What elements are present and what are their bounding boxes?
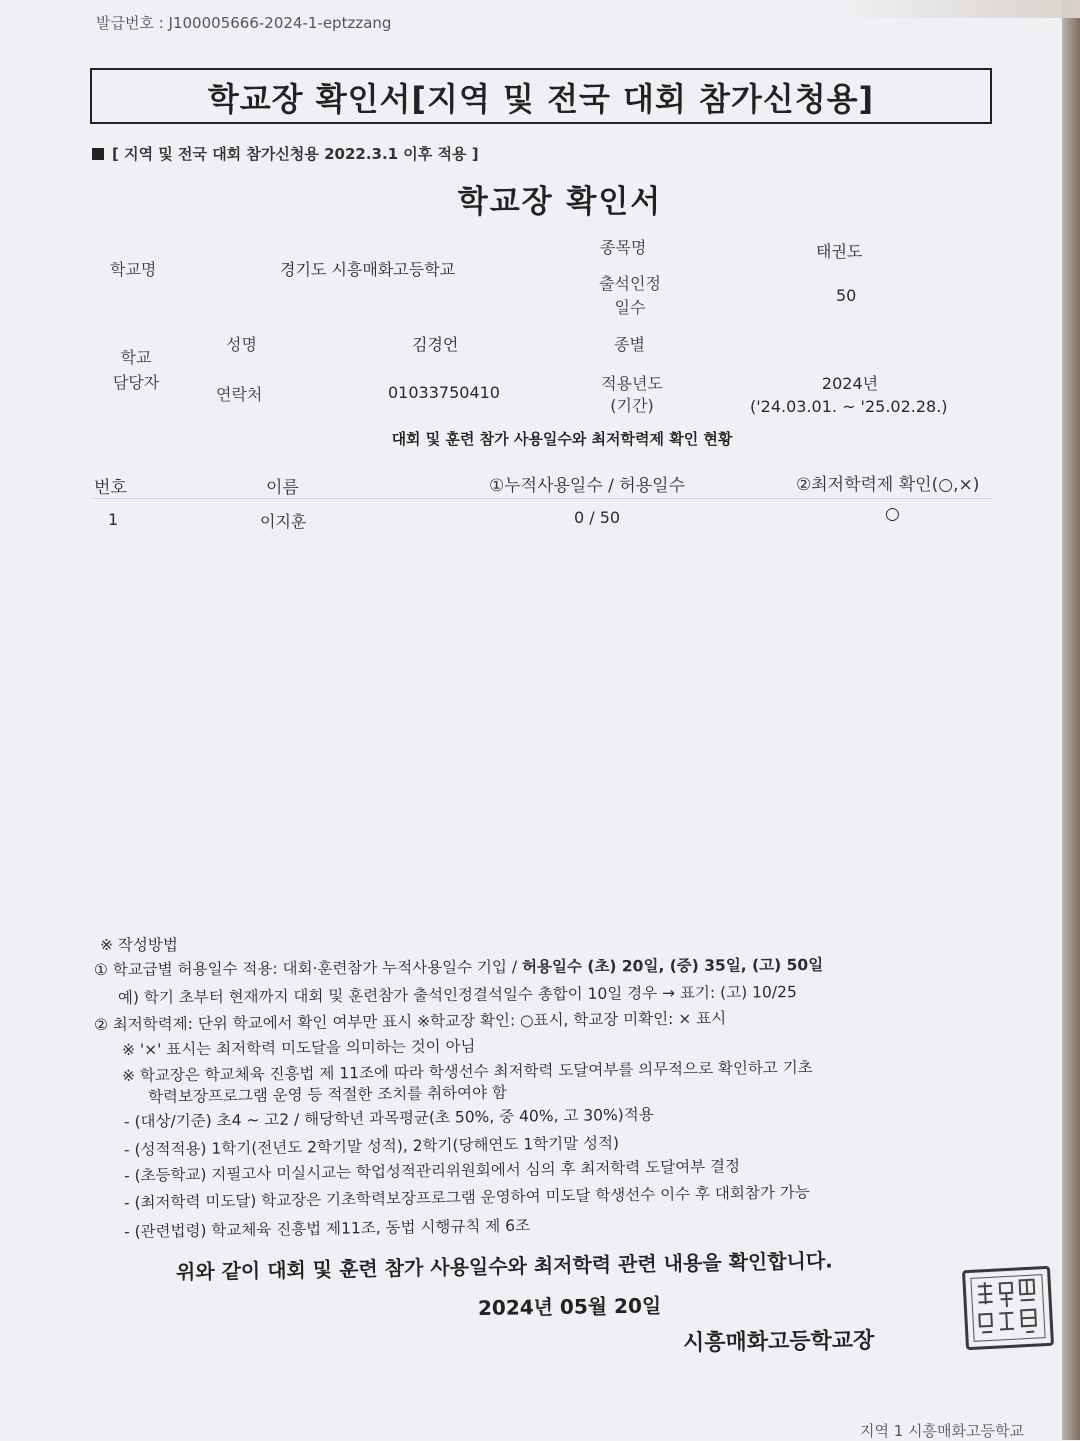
notes-line-7: - (대상/기준) 초4 ~ 고2 / 해당학년 과목평균(초 50%, 중 40%, 고 30%)적용 (123, 1105, 654, 1131)
issue-date: 2024년 05월 20일 (477, 1293, 662, 1320)
main-title: 학교장 확인서 (457, 184, 663, 220)
notes-line-1b: 허용일수 (초) 20일, (중) 35일, (고) 50일 (521, 955, 824, 977)
notes-line-6: 학력보장프로그램 운영 등 적절한 조치를 취하여야 함 (147, 1083, 508, 1106)
notes-line-5: ※ 학교장은 학교체육 진흥법 제 11조에 따라 학생선수 최저학력 도달여부를 의무적으로 확인하고 기초 (121, 1058, 813, 1085)
table-row-name: 이지훈 (260, 512, 307, 531)
notes-heading: ※ 작성방법 (100, 936, 178, 954)
table-header-rule (92, 498, 992, 499)
attendance-label-1: 출석인정 (599, 274, 661, 293)
notes-line-4: ※ '×' 표시는 최저학력 미도달을 의미하는 것이 아님 (121, 1037, 476, 1059)
table-row-check: ○ (885, 504, 900, 524)
apply-note-text: [ 지역 및 전국 대회 참가신청용 2022.3.1 이후 적용 ] (112, 145, 479, 163)
notes-line-8: - (성적적용) 1학기(전년도 2학기말 성적), 2학기(당해연도 1학기말 성적) (123, 1134, 620, 1159)
period-label-1: 적용년도 (601, 374, 663, 393)
table-header-no: 번호 (94, 478, 127, 498)
school-value: 경기도 시흥매화고등학교 (280, 260, 456, 279)
seal-glyphs-icon (965, 1269, 1051, 1347)
name-label: 성명 (226, 335, 257, 354)
attendance-value: 50 (836, 286, 857, 305)
table-row-days: 0 / 50 (574, 508, 621, 527)
manager-label-1: 학교 (120, 348, 152, 367)
apply-note (92, 143, 479, 164)
period-label-2: (기간) (610, 396, 654, 415)
notes-line-3: ② 최저학력제: 단위 학교에서 확인 여부만 표시 ※학교장 확인: ○표시, 학교장 미확인: × 표시 (93, 1009, 727, 1034)
square-bullet-icon (92, 148, 104, 160)
contact-label: 연락처 (216, 385, 263, 404)
type-label: 종별 (614, 335, 645, 354)
table-row-no: 1 (108, 510, 119, 529)
attendance-label-2: 일수 (614, 298, 646, 317)
notes-line-9: - (초등학교) 지필고사 미실시교는 학업성적관리위원회에서 심의 후 최저학력 도달여부 결정 (123, 1157, 741, 1185)
table-header-name: 이름 (266, 478, 299, 498)
name-value: 김경언 (412, 335, 459, 354)
manager-label-2: 담당자 (112, 373, 160, 392)
table-header-check: ②최저학력제 확인(○,×) (796, 475, 980, 495)
sport-value: 태권도 (816, 242, 863, 261)
table-header-days: ①누적사용일수 / 허용일수 (489, 476, 685, 496)
confirm-text: 위와 같이 대회 및 훈련 참가 사용일수와 최저학력 관련 내용을 확인합니다. (175, 1248, 833, 1284)
notes-line-10: - (최저학력 미도달) 학교장은 기초학력보장프로그램 운영하여 미도달 학생선수 이수 후 대회참가 가능 (123, 1183, 810, 1212)
period-value-2: ('24.03.01. ~ '25.02.28.) (750, 397, 948, 416)
notes-line-1a: ① 학교급별 허용일수 적용: 대회·훈련참가 누적사용일수 기입 / (93, 958, 523, 979)
footer-partial-text: 지역 1 시흥매화고등학교 (860, 1422, 1024, 1440)
official-seal (962, 1266, 1054, 1350)
notes-line-11: - (관련법령) 학교체육 진흥법 제11조, 동법 시행규칙 제 6조 (123, 1216, 531, 1241)
principal-name: 시흥매화고등학교장 (682, 1328, 875, 1356)
issue-number: 발급번호 : J100005666-2024-1-eptzzang (96, 14, 392, 32)
sport-label: 종목명 (600, 238, 647, 257)
period-value-1: 2024년 (821, 374, 879, 393)
school-label: 학교명 (110, 260, 157, 279)
contact-value: 01033750410 (388, 383, 500, 402)
status-title: 대회 및 훈련 참가 사용일수와 최저학력제 확인 현황 (391, 430, 733, 448)
header-title: 학교장 확인서[지역 및 전국 대회 참가신청용] (207, 80, 875, 118)
notes-line-2: 예) 학기 초부터 현재까지 대회 및 훈련참가 출석인정결석일수 총합이 10일 경우 → 표기: (고) 10/25 (117, 983, 797, 1007)
background-stain (840, 0, 1080, 18)
